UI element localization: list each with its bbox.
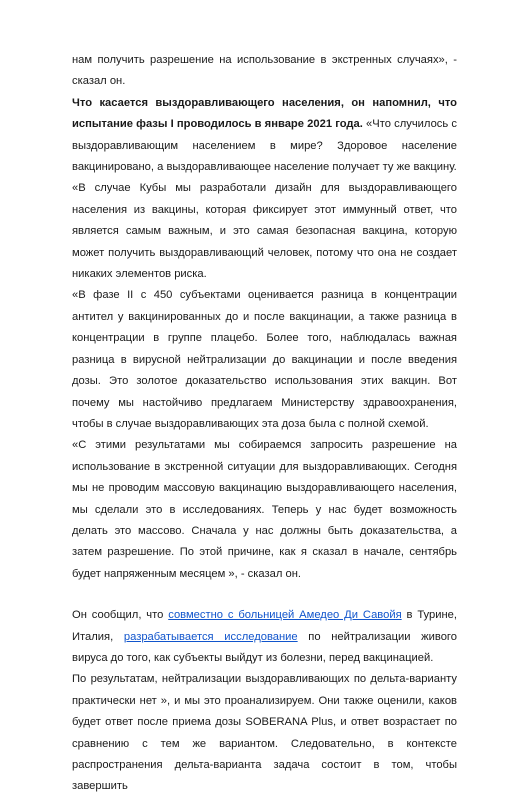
paragraph-5 — [72, 435, 457, 585]
paragraph-gap — [72, 585, 457, 605]
paragraph-1 — [72, 50, 457, 93]
paragraph-7 — [72, 669, 457, 797]
study-link[interactable]: разрабатывается исследование — [123, 630, 298, 643]
paragraph-7-text: По результатам, нейтрализации выздоравливающих по дельта-варианту практически нет », и мы это проанализируем. Они также оценили, каков будет ответ после приема дозы SOBERANA Plus, и ответ возрастает по сравнению с тем же вариантом. Следовательно, в контексте распространения дельта-варианта задача состоит в том, чтобы завершить — [72, 673, 457, 793]
paragraph-6 — [72, 605, 457, 669]
paragraph-5-text: «С этими результатами мы собираемся запросить разрешение на использование в экстренной ситуации для выздоравливающих. Сегодня мы не проводим массовую вакцинацию выздоравливающего населения, мы сделали это в исследованиях. Теперь у нас будет возможность делать это массово. Сначала у нас должны быть доказательства, а затем разрешение. По этой причине, как я сказал в начале, сентябрь будет напряженным месяцем », - сказал он. — [72, 439, 457, 580]
paragraph-2 — [72, 93, 457, 179]
paragraph-6-mid: в Турине, Италия, — [72, 609, 457, 643]
paragraph-3 — [72, 178, 457, 285]
paragraph-6-post: по нейтрализации живого вируса до того, как субъекты выйдут из болезни, перед вакцинацией. — [72, 630, 457, 664]
paragraph-1-text: нам получить разрешение на использование в экстренных случаях», - сказал он. — [72, 54, 457, 88]
paragraph-2-bold: Что касается выздоравливающего населения, он напомнил, что испытание фазы I проводилось в январе 2021 года. — [72, 96, 457, 131]
paragraph-6-pre: Он сообщил, что — [72, 609, 169, 622]
paragraph-3-text: «В случае Кубы мы разработали дизайн для выздоравливающего населения из вакцины, которая фиксирует этот иммунный ответ, что является самым важным, и это самая безопасная вакцина, которую может получить выздоравливающий человек, потому что она не создает никаких элементов риска. — [72, 182, 457, 281]
paragraph-4 — [72, 285, 457, 435]
paragraph-2-text: «Что случилось с выздоравливающим населением в мире? Здоровое население вакцинировано, а выздоравливающее население получает ту же вакцину. — [72, 118, 457, 174]
paragraph-4-text: «В фазе II с 450 субъектами оценивается разница в концентрации антител у вакцинированных до и после вакцинации, а также разница в концентрации в группе плацебо. Более того, наблюдалась важная разница в вирусной нейтрализации до вакцинации и после введения дозы. Это золотое доказательство использования этих вакцин. Вот почему мы настойчиво предлагаем Министерству здравоохранения, чтобы в случае выздоравливающих эта доза была с полной схемой. — [72, 289, 457, 430]
hospital-link[interactable]: совместно с больницей Амедео Ди Савойя — [168, 609, 402, 622]
